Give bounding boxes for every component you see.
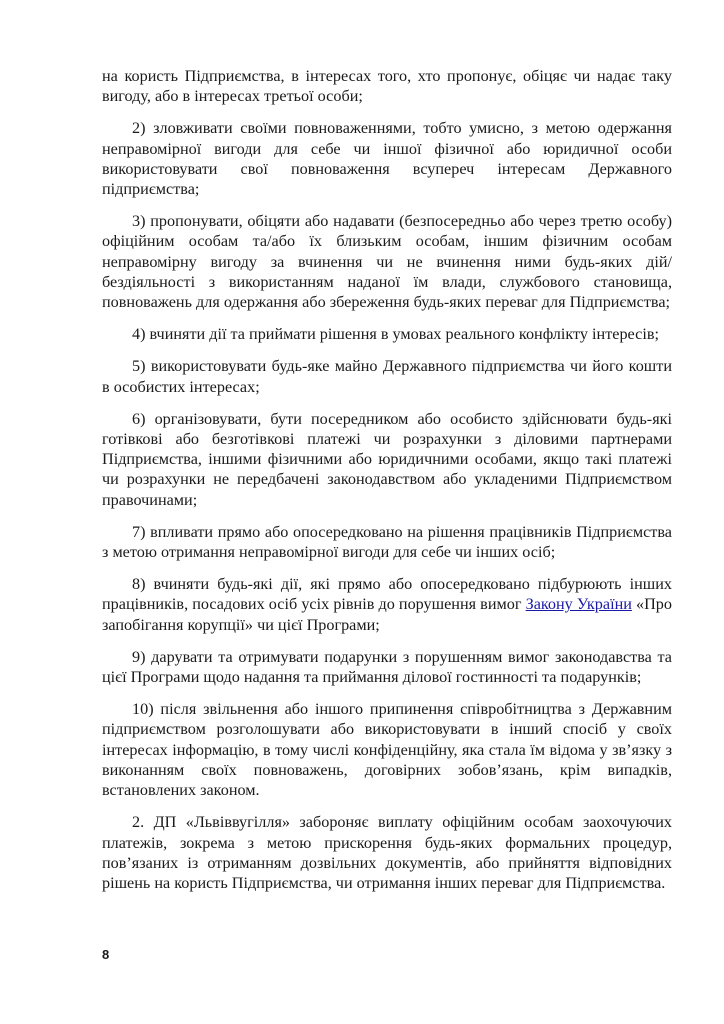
paragraph-item-3: 3) пропонувати, обіцяти або надавати (безпосередньо або через третю особу) офіційним особам та/або їх близьким особам, іншим фізичним особам неправомірну вигоду за вчинення чи не вчинення ними будь-яких дій/бездіяльності з використанням наданої їм влади, службового становища, повноважень для одержання або збереження будь-яких переваг для Підприємства; bbox=[102, 212, 672, 312]
paragraph-item-2: 2) зловживати своїми повноваженнями, тобто умисно, з метою одержання неправомірної вигоди для себе чи іншої фізичної або юридичної особи використовувати свої повноваження всупереч інтересам Державного підприємства; bbox=[102, 119, 672, 199]
page-number: 8 bbox=[102, 947, 110, 962]
paragraph-continuation: на користь Підприємства, в інтересах того, хто пропонує, обіцяє чи надає таку вигоду, або в інтересах третьої особи; bbox=[102, 67, 672, 106]
paragraph-item-8-text-after: «Про запобігання корупції» чи цієї Програми; bbox=[102, 595, 672, 634]
paragraph-item-10: 10) після звільнення або іншого припинення співробітництва з Державним підприємством розголошувати або використовувати в інший спосіб у своїх інтересах інформацію, в тому числі конфіденційну, яка стала їм відома у зв’язку з виконанням своїх повноважень, договірних зобов’язань, крім випадків, встановлених законом. bbox=[102, 700, 672, 800]
paragraph-item-8 bbox=[102, 574, 672, 635]
paragraph-item-4: 4) вчиняти дії та приймати рішення в умовах реального конфлікту інтересів; bbox=[132, 325, 659, 344]
paragraph-item-6: 6) організовувати, бути посередником або особисто здійснювати будь-які готівкові або безготівкові платежі чи розрахунки з діловими партнерами Підприємства, іншими фізичними або юридичними особами, якщо такі платежі чи розрахунки не передбачені законодавством або укладеними Підприємством правочинами; bbox=[102, 409, 672, 509]
document-page bbox=[102, 66, 672, 905]
paragraph-item-5: 5) використовувати будь-яке майно Державного підприємства чи його кошти в особистих інтересах; bbox=[102, 357, 672, 396]
paragraph-section-2: 2. ДП «Львіввугілля» забороняє виплату офіційним особам заохочуючих платежів, зокрема з метою прискорення будь-яких формальних процедур, пов’язаних із отриманням дозвільних документів, або прийняття відповідних рішень на користь Підприємства, чи отримання інших переваг для Підприємства. bbox=[102, 813, 672, 892]
law-link[interactable]: Закону України bbox=[525, 595, 632, 614]
paragraph-item-8-text-before: 8) вчиняти будь-які дії, які прямо або опосередковано підбурюють інших працівників, посадових осіб усіх рівнів до порушення вимог bbox=[102, 575, 672, 614]
paragraph-item-7: 7) впливати прямо або опосередковано на рішення працівників Підприємства з метою отримання неправомірної вигоди для себе чи інших осіб; bbox=[102, 522, 672, 562]
paragraph-item-9: 9) дарувати та отримувати подарунки з порушенням вимог законодавства та цієї Програми щодо надання та приймання ділової гостинності та подарунків; bbox=[102, 647, 672, 687]
